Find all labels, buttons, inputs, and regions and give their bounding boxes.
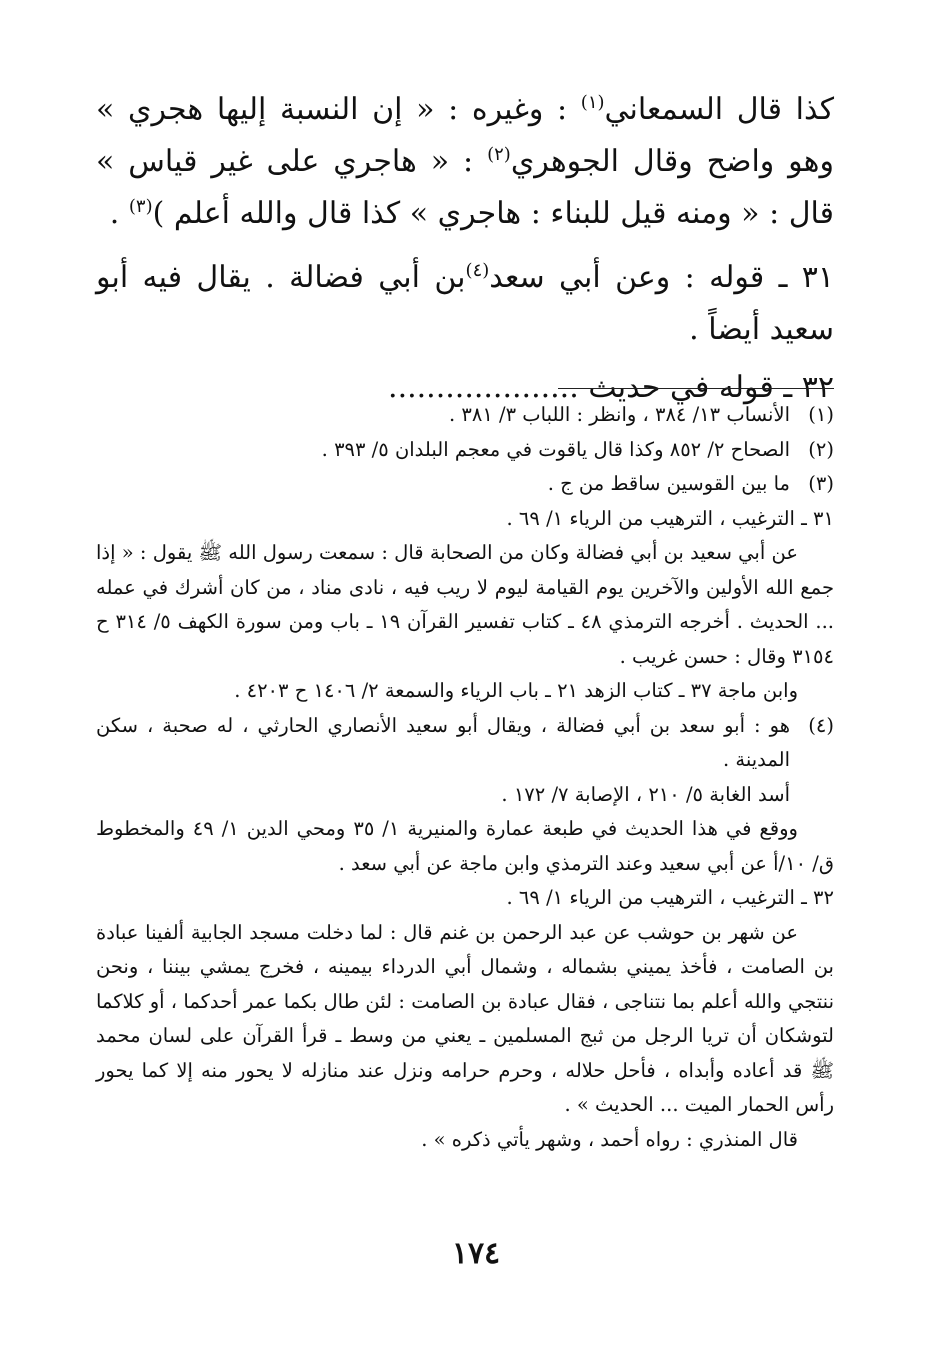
note-31-heading: ٣١ ـ الترغيب ، الترهيب من الرياء ١/ ٦٩ . (506, 506, 834, 530)
footnotes (96, 398, 834, 1157)
footnote-4-reference: أسد الغابة ٥/ ٢١٠ ، الإصابة ٧/ ١٧٢ . (501, 782, 790, 806)
note-31-ibn-majah: وابن ماجة ٣٧ ـ كتاب الزهد ٢١ ـ باب الرياء والسمعة ٢/ ١٤٠٦ ح ٤٢٠٣ . (234, 679, 798, 702)
footnote-ref-2: (٢) (487, 144, 511, 165)
footnote-number: (١) (808, 403, 834, 426)
note-32-quote: عن شهر بن حوشب عن عبد الرحمن بن غنم قال : لما دخلت مسجد الجابية ألفينا عبادة بن الصامت ، فأخذ يميني بشماله ، وشمال أبي الدرداء بيمينه ، فخرج يمشي بيننا ، ونحن ننتجي والله أعلم بما نتناجى ، فقال عبادة بن الصامت : لئن طال بكما عمر أحدكما ، أو كلاكما لتوشكان أن تريا الرجل من ثبج المسلمين ـ يعني من وسط ـ قرأ القرآن على لسان محمد ﷺ قد أعاده وأبداه ، فأحل حلاله ، وحرم حرامه ونزل عند منازله لا يحور منه إلا كما يحور رأس الحمار الميت ... الحديث » . (96, 920, 834, 1116)
footnote-number: (٤) (808, 713, 834, 737)
paragraph-hijri: كذا قال السمعاني$^{(١)}$ : وغيره : « إن النسبة إليها هجري » وهو واضح وقال الجوهري$^{(٢)}$ : « هاجري على غير قياس » قال : « ومنه قيل للبناء : هاجري » كذا قال والله أعلم )$^{(٣)}$ . (96, 92, 835, 231)
paragraph-32: ٣٢ ـ قوله في حديث .................... (388, 370, 834, 405)
footnote-2 (96, 433, 834, 468)
footnote-text: الصحاح ٢/ ٨٥٢ وكذا قال ياقوت في معجم البلدان ٥/ ٣٩٣ . (321, 437, 790, 461)
main-text (96, 84, 834, 414)
page-number: ١٧٤ (451, 1236, 501, 1271)
footnote-4-remark: ووقع في هذا الحديث في طبعة عمارة والمنيرية ١/ ٣٥ ومحي الدين ١/ ٤٩ والمخطوط ق/ ١٠/أ عن أبي سعيد وعند الترمذي وابن ماجة عن أبي سعد . (96, 817, 834, 875)
footnote-text: هو : أبو سعد بن أبي فضالة ، ويقال أبو سعيد الأنصاري الحارثي ، له صحبة ، سكن المدينة . (96, 713, 791, 771)
footnote-number: (٢) (808, 437, 834, 461)
footnote-text: ما بين القوسين ساقط من ج . (547, 472, 790, 495)
footnote-text: الأنساب ١٣/ ٣٨٤ ، وانظر : اللباب ٣/ ٣٨١ . (449, 403, 790, 426)
note-31-quote: عن أبي سعيد بن أبي فضالة وكان من الصحابة قال : سمعت رسول الله ﷺ يقول : « إذا جمع الله الأولين والآخرين يوم القيامة ليوم لا ريب فيه ، نادى مناد ، من كان أشرك في عمله ... الحديث . أخرجه الترمذي ٤٨ ـ كتاب تفسير القرآن ١٩ ـ باب ومن سورة الكهف ٥/ ٣١٤ ح ٣١٥٤ وقال : حسن غريب . (96, 541, 834, 668)
paragraph-31: ٣١ ـ قوله : وعن أبي سعد$^{(٤)}$بن أبي فضالة . يقال فيه أبو سعيد أيضاً . (96, 260, 834, 347)
footnote-4 (96, 709, 834, 778)
footnote-number: (٣) (808, 472, 834, 495)
footnote-3 (96, 467, 834, 502)
footnote-1 (96, 398, 834, 433)
footnote-ref-1: (١) (580, 92, 605, 113)
footnote-ref-4: (٤) (465, 260, 490, 281)
leader-dots: .................... (388, 370, 579, 405)
footnote-divider (558, 388, 834, 389)
note-32-mundhiri: قال المنذري : رواه أحمد ، وشهر يأتي ذكره » . (421, 1127, 798, 1151)
footnote-ref-3: (٣) (128, 196, 153, 217)
note-32-heading: ٣٢ ـ الترغيب ، الترهيب من الرياء ١/ ٦٩ . (506, 886, 834, 909)
